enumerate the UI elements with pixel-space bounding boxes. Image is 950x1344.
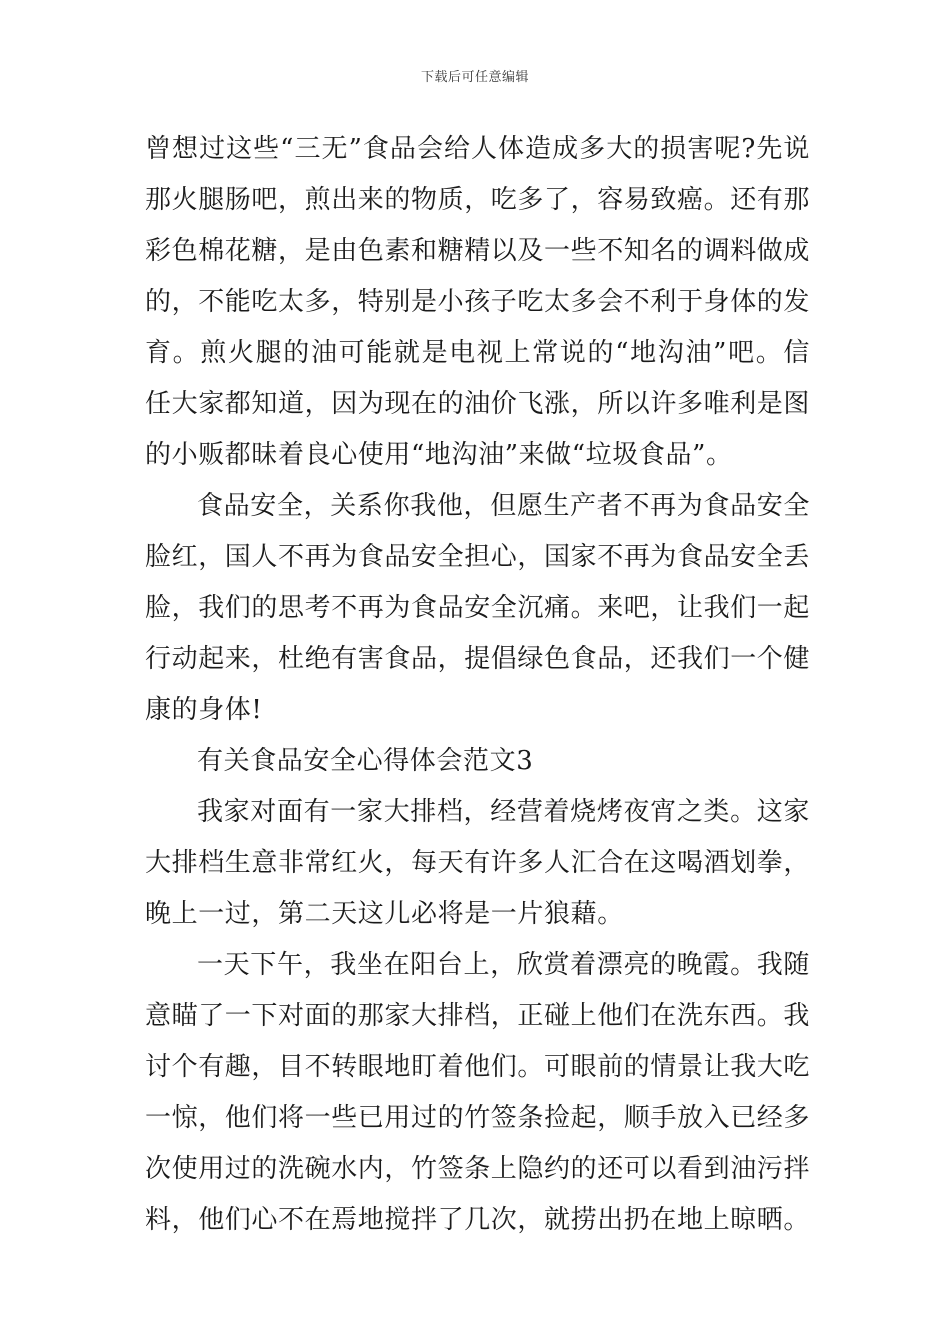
paragraph-food-stall-intro: 我家对面有一家大排档，经营着烧烤夜宵之类。这家大排档生意非常红火，每天有许多人汇合在这喝酒划拳，晚上一过，第二天这儿必将是一片狼藉。 <box>145 797 811 929</box>
section-title-essay-3: 有关食品安全心得体会范文3 <box>197 746 534 776</box>
paragraph-afternoon-observation: 一天下午，我坐在阳台上，欣赏着漂亮的晚霞。我随意瞄了一下对面的那家大排档，正碰上他们在洗东西。我讨个有趣，目不转眼地盯着他们。可眼前的情景让我大吃一惊，他们将一些已用过的竹签条捡起，顺手放入已经多次使用过的洗碗水内，竹签条上隐约的还可以看到油污拌料，他们心不在焉地搅拌了几次，就捞出扔在地上晾晒。 <box>145 950 811 1235</box>
document-body <box>145 124 810 1246</box>
page-header-note: 下载后可任意编辑 <box>420 70 529 85</box>
paragraph-continuation: 曾想过这些“三无”食品会给人体造成多大的损害呢?先说那火腿肠吧，煎出来的物质，吃多了，容易致癌。还有那彩色棉花糖，是由色素和糖精以及一些不知名的调料做成的，不能吃太多，特别是小孩子吃太多会不利于身体的发育。煎火腿的油可能就是电视上常说的“地沟油”吧。信任大家都知道，因为现在的油价飞涨，所以许多唯利是图的小贩都昧着良心使用“地沟油”来做“垃圾食品”。 <box>145 134 811 470</box>
paragraph-food-safety-appeal: 食品安全，关系你我他，但愿生产者不再为食品安全脸红，国人不再为食品安全担心，国家不再为食品安全丢脸，我们的思考不再为食品安全沉痛。来吧，让我们一起行动起来，杜绝有害食品，提倡绿色食品，还我们一个健康的身体! <box>145 491 811 725</box>
